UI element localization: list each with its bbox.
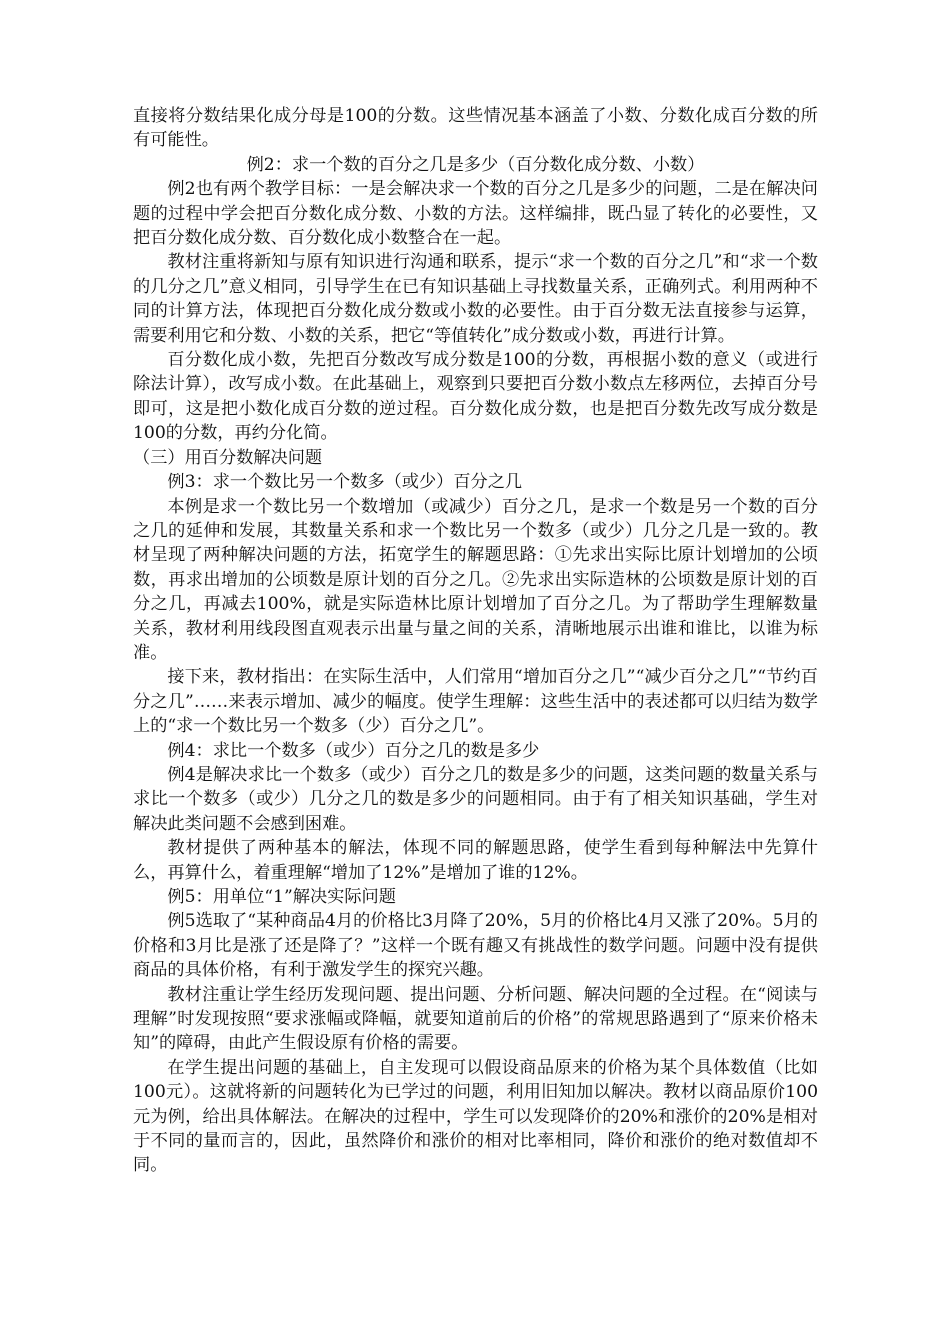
paragraph-example-5-solution: 在学生提出问题的基础上，自主发现可以假设商品原来的价格为某个具体数值（比如100元）。这就将新的问题转化为已学过的问题，利用旧知加以解决。教材以商品原价100元为例，给出具体解法。在解决的过程中，学生可以发现降价的20%和涨价的20%是相对于不同的量而言的，因此，虽然降价和涨价的相对比率相同，降价和涨价的绝对数值却不同。 <box>133 1057 818 1176</box>
example-4-heading: 例4：求比一个数多（或少）百分之几的数是多少 <box>167 740 540 761</box>
paragraph-intro-continuation: 直接将分数结果化成分母是100的分数。这些情况基本涵盖了小数、分数化成百分数的所有可能性。 <box>133 106 818 151</box>
paragraph-example-4-explanation: 例4是解决求比一个数多（或少）百分之几的数是多少的问题，这类问题的数量关系与求比一个数多（或少）几分之几的数是多少的问题相同。由于有了相关知识基础，学生对解决此类问题不会感到困难。 <box>133 764 818 834</box>
document-body <box>133 104 818 1178</box>
paragraph-example-2-method: 教材注重将新知与原有知识进行沟通和联系，提示“求一个数的百分之几”和“求一个数的几分之几”意义相同，引导学生在已有知识基础上寻找数量关系，正确列式。利用两种不同的计算方法，体现把百分数化成分数或小数的必要性。由于百分数无法直接参与运算，需要利用它和分数、小数的关系，把它“等值转化”成分数或小数，再进行计算。 <box>133 252 818 346</box>
paragraph-example-3-explanation: 本例是求一个数比另一个数增加（或减少）百分之几，是求一个数是另一个数的百分之几的延伸和发展，其数量关系和求一个数比另一个数多（或少）几分之几是一致的。教材呈现了两种解决问题的方法，拓宽学生的解题思路：①先求出实际比原计划增加的公顷数，再求出增加的公顷数是原计划的百分之几。②先求出实际造林的公顷数是原计划的百分之几，再减去100%，就是实际造林比原计划增加了百分之几。为了帮助学生理解数量关系，教材利用线段图直观表示出量与量之间的关系，清晰地展示出谁和谁比，以谁为标准。 <box>133 496 818 663</box>
paragraph-example-5-process: 教材注重让学生经历发现问题、提出问题、分析问题、解决问题的全过程。在“阅读与理解”时发现按照“要求涨幅或降幅，就要知道前后的价格”的常规思路遇到了“原来价格未知”的障碍，由此产生假设原有价格的需要。 <box>133 984 818 1054</box>
paragraph-example-5-problem: 例5选取了“某种商品4月的价格比3月降了20%，5月的价格比4月又涨了20%。5月的价格和3月比是涨了还是降了？”这样一个既有趣又有挑战性的数学问题。问题中没有提供商品的具体价格，有利于激发学生的探究兴趣。 <box>133 911 818 981</box>
example-2-heading: 例2：求一个数的百分之几是多少（百分数化成分数、小数） <box>246 154 705 175</box>
example-5-heading: 例5：用单位“1”解决实际问题 <box>167 887 396 907</box>
paragraph-percent-to-decimal: 百分数化成小数，先把百分数改写成分数是100的分数，再根据小数的意义（或进行除法计算），改写成小数。在此基础上，观察到只要把百分数小数点左移两位，去掉百分号即可，这是把小数化成百分数的逆过程。百分数化成分数，也是把百分数先改写成分数是100的分数，再约分化简。 <box>133 350 818 444</box>
paragraph-real-life-usage: 接下来，教材指出：在实际生活中，人们常用“增加百分之几”“减少百分之几”“节约百分之几”……来表示增加、减少的幅度。使学生理解：这些生活中的表述都可以归结为数学上的“求一个数比另一个数多（少）百分之几”。 <box>133 667 818 737</box>
paragraph-example-2-goals: 例2也有两个教学目标：一是会解决求一个数的百分之几是多少的问题，二是在解决问题的过程中学会把百分数化成分数、小数的方法。这样编排，既凸显了转化的必要性，又把百分数化成分数、百分数化成小数整合在一起。 <box>133 179 818 249</box>
section-heading-3: （三）用百分数解决问题 <box>133 447 323 468</box>
paragraph-example-4-solutions: 教材提供了两种基本的解法，体现不同的解题思路，使学生看到每种解法中先算什么，再算什么，着重理解“增加了12%”是增加了谁的12%。 <box>133 838 818 883</box>
example-3-heading: 例3：求一个数比另一个数多（或少）百分之几 <box>167 472 523 493</box>
